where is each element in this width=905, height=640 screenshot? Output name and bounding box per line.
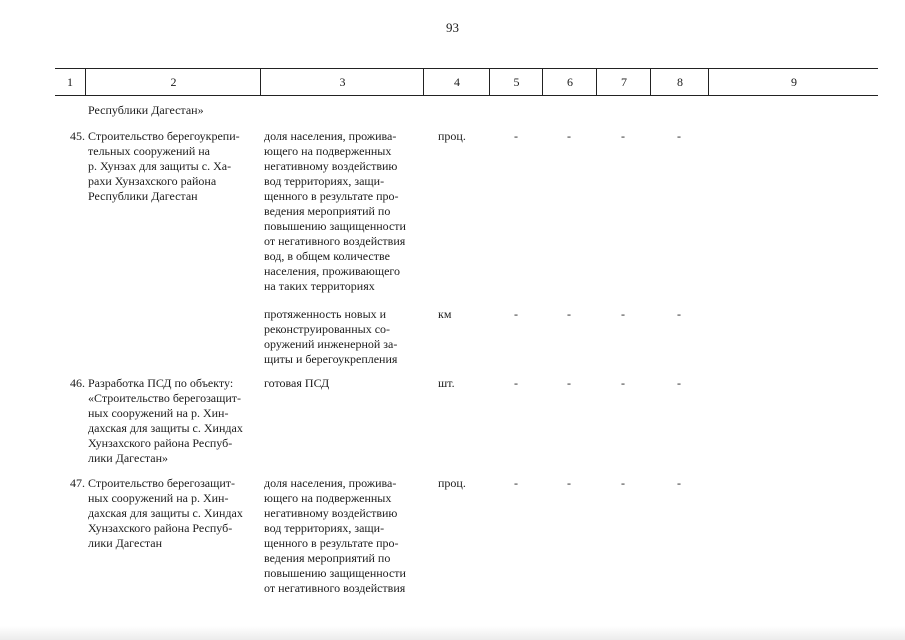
row-number-46: 46. bbox=[70, 376, 85, 390]
text-line: рахи Хунзахского района bbox=[88, 174, 217, 188]
program-table bbox=[55, 68, 878, 595]
row-47-value-col8: - bbox=[677, 476, 681, 490]
row-45-value-col7: - bbox=[621, 129, 625, 143]
row-46-indicator-1 bbox=[264, 376, 417, 391]
text-line: готовая ПСД bbox=[264, 376, 330, 390]
row-46-unit-1: шт. bbox=[438, 376, 455, 390]
text-line: вод территориях, защи- bbox=[264, 174, 385, 188]
row-45-value-col5: - bbox=[514, 129, 518, 143]
text-line: на таких территориях bbox=[264, 279, 375, 293]
text-line: дахская для защиты с. Хиндах bbox=[88, 506, 243, 520]
header-col-3: 3 bbox=[260, 69, 424, 95]
text-line: р. Хунзах для защиты с. Ха- bbox=[88, 159, 232, 173]
text-line: щенного в результате про- bbox=[264, 536, 399, 550]
header-col-5: 5 bbox=[489, 69, 543, 95]
text-line: лики Дагестан bbox=[88, 536, 163, 550]
row-45-unit-1: проц. bbox=[438, 129, 466, 143]
row-46-value-col8: - bbox=[677, 376, 681, 390]
text-line: реконструированных со- bbox=[264, 322, 391, 336]
text-line: ющего на подверженных bbox=[264, 144, 392, 158]
text-line: оружений инженерной за- bbox=[264, 337, 398, 351]
text-line: Республики Дагестан bbox=[88, 189, 198, 203]
continuation-text: Республики Дагестан» bbox=[88, 103, 204, 117]
row-45-value2-col6: - bbox=[567, 307, 571, 321]
text-line: Строительство берегозащит- bbox=[88, 476, 236, 490]
row-46-value-col6: - bbox=[567, 376, 571, 390]
text-line: щиты и берегоукрепления bbox=[264, 352, 398, 366]
text-line: ведения мероприятий по bbox=[264, 204, 391, 218]
row-45-value-col8: - bbox=[677, 129, 681, 143]
text-line: Разработка ПСД по объекту: bbox=[88, 376, 234, 390]
text-line: от негативного воздействия bbox=[264, 581, 406, 595]
text-line: ных сооружений на р. Хин- bbox=[88, 406, 229, 420]
text-line: протяженность новых и bbox=[264, 307, 387, 321]
row-45-value2-col7: - bbox=[621, 307, 625, 321]
row-47-name bbox=[88, 476, 260, 551]
row-number-45: 45. bbox=[70, 129, 85, 143]
row-45-name bbox=[88, 129, 260, 204]
text-line: ющего на подверженных bbox=[264, 491, 392, 505]
text-line: вод территориях, защи- bbox=[264, 521, 385, 535]
row-45-value-col6: - bbox=[567, 129, 571, 143]
text-line: от негативного воздействия bbox=[264, 234, 406, 248]
text-line: лики Дагестан» bbox=[88, 451, 169, 465]
text-line: вод, в общем количестве bbox=[264, 249, 390, 263]
header-col-8: 8 bbox=[650, 69, 709, 95]
text-line: доля населения, прожива- bbox=[264, 129, 397, 143]
row-45-value2-col5: - bbox=[514, 307, 518, 321]
row-45-unit-2: км bbox=[438, 307, 452, 321]
text-line: повышению защищенности bbox=[264, 566, 406, 580]
text-line: доля населения, прожива- bbox=[264, 476, 397, 490]
scan-edge-shadow bbox=[0, 626, 905, 640]
text-line: Хунзахского района Респуб- bbox=[88, 436, 233, 450]
row-number-47: 47. bbox=[70, 476, 85, 490]
text-line: повышению защищенности bbox=[264, 219, 406, 233]
row-45-indicator-1 bbox=[264, 129, 417, 294]
header-col-1: 1 bbox=[67, 75, 73, 89]
row-46-name bbox=[88, 376, 260, 466]
header-col-9: 9 bbox=[708, 69, 879, 95]
row-45-value2-col8: - bbox=[677, 307, 681, 321]
page-number: 93 bbox=[446, 20, 459, 35]
text-line: ведения мероприятий по bbox=[264, 551, 391, 565]
text-line: негативному воздействию bbox=[264, 506, 398, 520]
row-46-value-col7: - bbox=[621, 376, 625, 390]
text-line: Строительство берегоукрепи- bbox=[88, 129, 240, 143]
row-47-value-col7: - bbox=[621, 476, 625, 490]
header-col-6: 6 bbox=[542, 69, 597, 95]
text-line: щенного в результате про- bbox=[264, 189, 399, 203]
text-line: тельных сооружений на bbox=[88, 144, 210, 158]
text-line: «Строительство берегозащит- bbox=[88, 391, 242, 405]
row-47-indicator-1 bbox=[264, 476, 417, 596]
text-line: ных сооружений на р. Хин- bbox=[88, 491, 229, 505]
text-line: Хунзахского района Респуб- bbox=[88, 521, 233, 535]
text-line: населения, проживающего bbox=[264, 264, 401, 278]
row-45-indicator-2 bbox=[264, 307, 417, 367]
row-46-value-col5: - bbox=[514, 376, 518, 390]
text-line: негативному воздействию bbox=[264, 159, 398, 173]
row-47-unit-1: проц. bbox=[438, 476, 466, 490]
text-line: дахская для защиты с. Хиндах bbox=[88, 421, 243, 435]
header-col-7: 7 bbox=[596, 69, 651, 95]
row-47-value-col6: - bbox=[567, 476, 571, 490]
row-47-value-col5: - bbox=[514, 476, 518, 490]
header-col-2: 2 bbox=[85, 69, 261, 95]
table-header-row bbox=[55, 69, 878, 96]
header-col-4: 4 bbox=[423, 69, 490, 95]
